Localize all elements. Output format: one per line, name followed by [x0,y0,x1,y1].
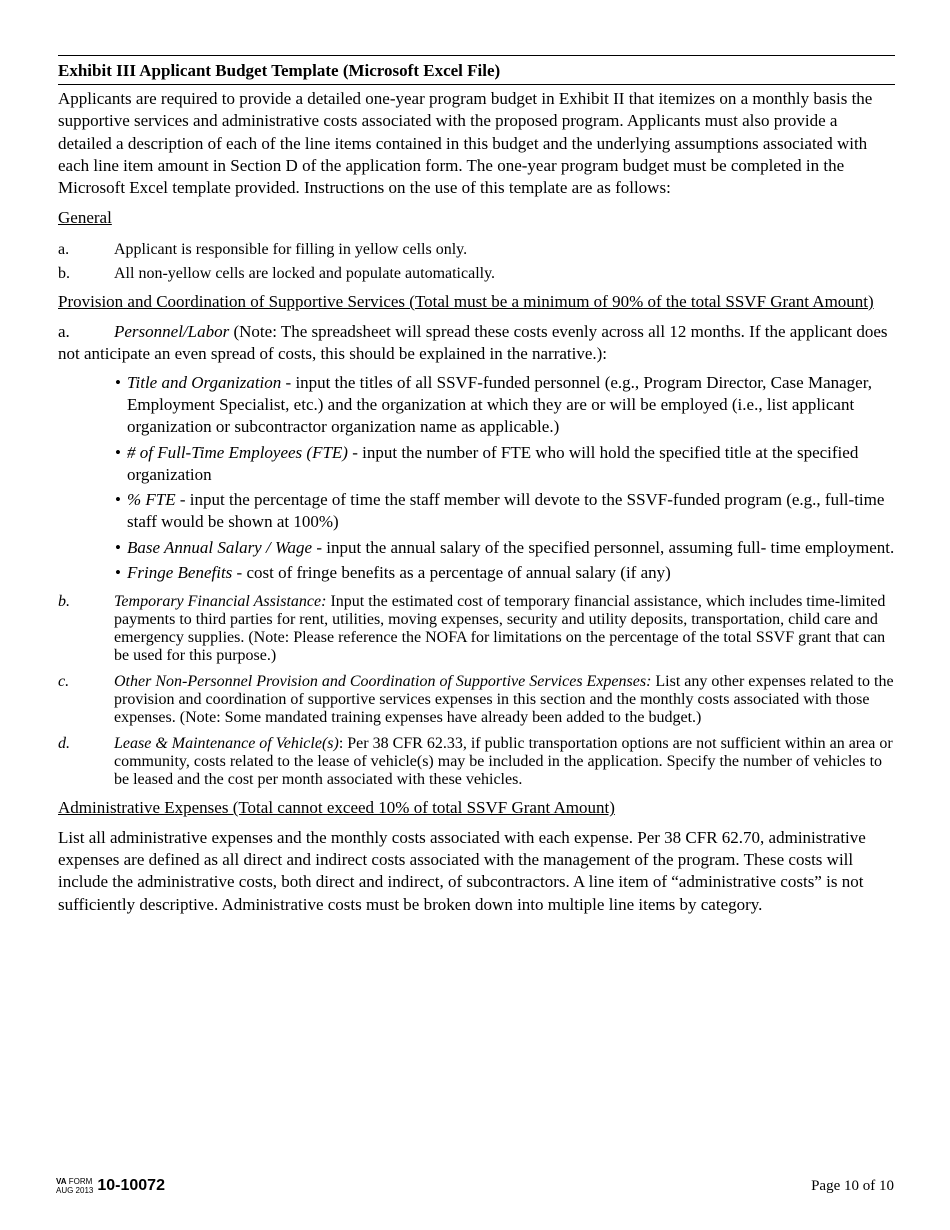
item-letter: b. [58,593,70,611]
admin-paragraph: List all administrative expenses and the monthly costs associated with each expense. Per 38 CFR 62.70, administrative expenses are defined as all direct and indirect costs associated with the management of the program. These costs will include the administrative costs, both direct and indirect, of subcontractors. A line item of “administrative costs” is not sufficiently descriptive. Administrative costs must be broken down into multiple line items by category. [58,827,866,914]
general-item-b [58,265,895,283]
item-text: Applicant is responsible for filling in yellow cells only. [114,240,468,258]
provision-item-d [58,735,895,789]
exhibit-title: Exhibit III Applicant Budget Template (Microsoft Excel File) [58,55,895,85]
va-label: VA [56,1177,67,1186]
item-label: Other Non-Personnel Provision and Coordination of Supportive Services Expenses: [114,673,652,691]
item-letter: c. [58,673,70,691]
item-text: All non-yellow cells are locked and populate automatically. [114,264,496,282]
general-heading: General [58,208,112,228]
item-letter: d. [58,735,70,753]
provision-heading: Provision and Coordination of Supportive Services (Total must be a minimum of 90% of the total SSVF Grant Amount) [58,291,874,311]
item-text: : Per 38 CFR 62.33, if public transportation options are not sufficient within an area or community, costs related to the lease of vehicle(s) may be included in the application. Specify the number of vehicles to be leased and the cost per month associated with these vehicles. [114,735,893,789]
item-letter: b. [58,264,70,282]
list-item: • Title and Organization - input the titles of all SSVF-funded personnel (e.g., Program Director, Case Manager, Employment Specialist, etc.) and the organization at which they are or will be employed (i.e., list applicant organization or subcontractor organization name as applicable.) [115,372,872,437]
list-item: • % FTE - input the percentage of time the staff member will devote to the SSVF-funded program (e.g., full-time staff would be shown at 100%) [115,490,885,532]
page-number: Page 10 of 10 [811,1178,894,1194]
form-number: 10-10072 [97,1177,165,1194]
item-label: Lease & Maintenance of Vehicle(s) [114,735,339,753]
provision-item-b [58,593,895,665]
intro-paragraph: Applicants are required to provide a detailed one-year program budget in Exhibit II that itemizes on a monthly basis the supportive services and administrative costs associated with the proposed program. Applicants must also provide a detailed a description of each of the line items contained in this budget and the underlying assumptions associated with each line item amount in Section D of the application form. The one-year program budget must be completed in the Microsoft Excel template provided. Instructions on the use of this template are as follows: [58,89,873,198]
document-page [58,55,895,916]
item-letter: a. [58,240,70,258]
personnel-item-a [58,321,895,366]
personnel-text: (Note: The spreadsheet will spread these costs evenly across all 12 months. If the applicant does not anticipate an even spread of costs, this should be explained in the narrative.): [58,322,888,364]
item-text: List any other expenses related to the provision and coordination of supportive services expenses in this section and the monthly costs associated with those expenses. (Note: Some mandated training expenses have already been added to the budget.) [114,673,894,727]
list-item: • Fringe Benefits - cost of fringe benefits as a percentage of annual salary (if any) [115,563,671,583]
form-label: FORM [68,1177,93,1186]
list-item: • Base Annual Salary / Wage - input the annual salary of the specified personnel, assuming full- time employment. [115,537,895,557]
form-date: AUG 2013 [56,1186,94,1195]
general-item-a [58,241,895,259]
form-identifier [56,1177,165,1195]
personnel-bullet-list [115,372,895,585]
item-text: Input the estimated cost of temporary financial assistance, which includes time-limited payments to third parties for rent, utilities, moving expenses, security and utility deposits, transportation, child care and emergency supplies. (Note: Please reference the NOFA for limitations on the percentage of the total SSVF grant that can be used for this purpose.) [114,593,886,665]
provision-item-c [58,673,895,727]
item-letter: a. [58,322,70,342]
list-item: • # of Full-Time Employees (FTE) - input the number of FTE who will hold the specified title at the specified organization [115,442,859,484]
personnel-label: Personnel/Labor [114,322,230,342]
item-label: Temporary Financial Assistance: [114,593,327,611]
admin-heading: Administrative Expenses (Total cannot exceed 10% of total SSVF Grant Amount) [58,798,615,818]
